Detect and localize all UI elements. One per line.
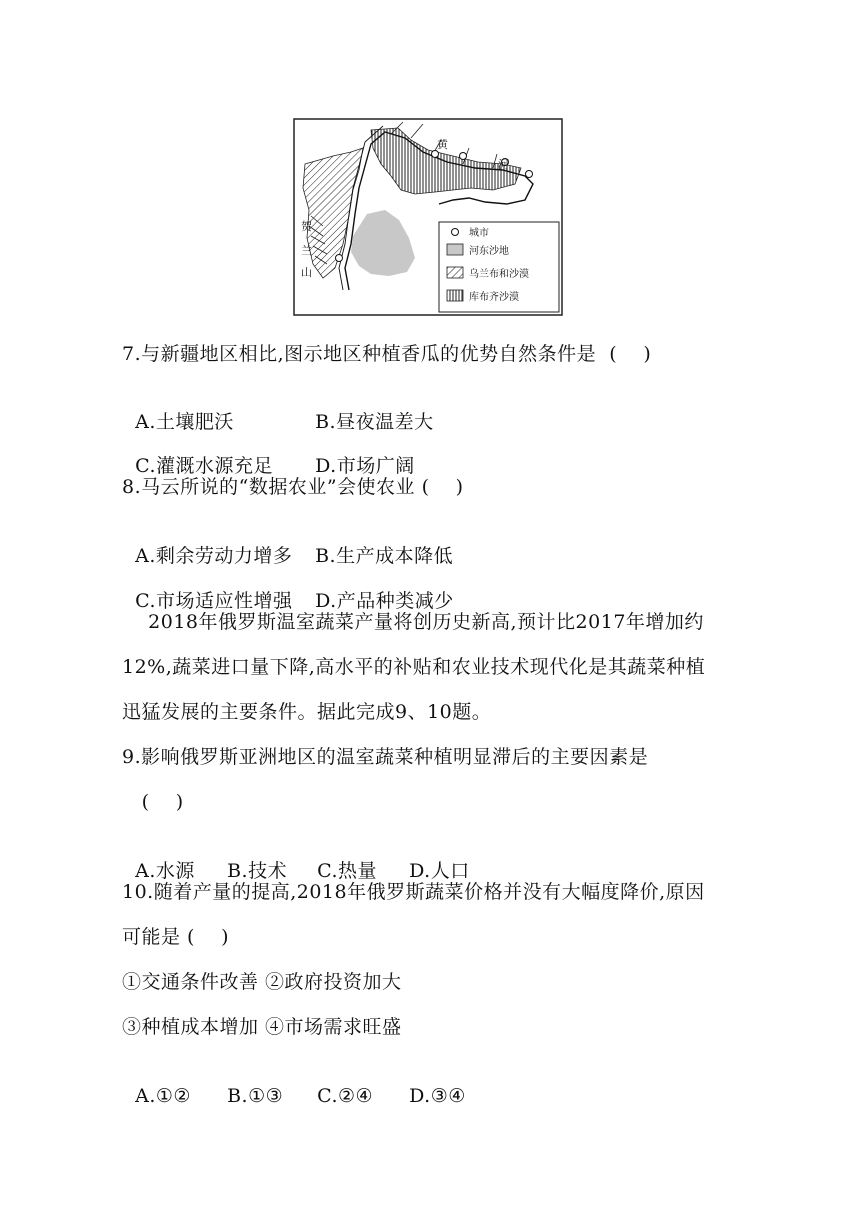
q7-stem: 7.与新疆地区相比,图示地区种植香瓜的优势自然条件是 ( ) <box>122 343 652 365</box>
q8-option-d: D.产品种类减少 <box>315 590 454 612</box>
q7-option-b: B.昼夜温差大 <box>315 411 434 433</box>
q10-stem-line-2: 可能是 ( ) <box>122 926 230 948</box>
label-huang: 黄 <box>437 138 448 151</box>
passage-line-1: 2018年俄罗斯温室蔬菜产量将创历史新高,预计比2017年增加约 <box>122 611 704 633</box>
q7-option-d: D.市场广阔 <box>315 455 415 477</box>
legend-wulanbuhe-symbol <box>447 267 463 278</box>
legend-city-symbol <box>452 229 459 236</box>
q9-option-a: A.水源 <box>135 860 195 882</box>
legend-wulanbuhe: 乌兰布和沙漠 <box>469 269 529 280</box>
passage-line-3: 迅猛发展的主要条件。据此完成9、10题。 <box>122 701 492 723</box>
q7-options-row2 <box>122 430 415 478</box>
region-map <box>293 118 563 316</box>
legend-hedong-symbol <box>447 244 463 255</box>
legend-city: 城市 <box>469 228 489 239</box>
label-helan-3: 山 <box>301 266 312 279</box>
label-helan-1: 贺 <box>301 220 312 233</box>
q10-items-line-2: ③种植成本增加 ④市场需求旺盛 <box>122 1016 402 1038</box>
label-helan-2: 兰 <box>301 244 312 257</box>
city-marker <box>526 171 533 178</box>
q8-option-c: C.市场适应性增强 <box>135 590 293 612</box>
passage-line-2: 12%,蔬菜进口量下降,高水平的补贴和农业技术现代化是其蔬菜种植 <box>122 656 706 678</box>
city-marker <box>460 153 467 160</box>
map-legend <box>439 222 559 312</box>
q9-stem-line-1: 9.影响俄罗斯亚洲地区的温室蔬菜种植明显滞后的主要因素是 <box>122 746 649 768</box>
q8-options-row2 <box>122 565 454 613</box>
q9-option-b: B.技术 <box>227 860 288 882</box>
q10-option-c: C.②④ <box>317 1085 374 1107</box>
city-marker <box>336 255 343 262</box>
q10-option-a: A.①② <box>135 1085 191 1107</box>
legend-kubuqi: 库布齐沙漠 <box>469 292 519 303</box>
q8-option-b: B.生产成本降低 <box>315 545 454 567</box>
q8-options-row1 <box>122 520 453 568</box>
q10-stem-line-1: 10.随着产量的提高,2018年俄罗斯蔬菜价格并没有大幅度降价,原因 <box>122 881 705 903</box>
label-he: 河 <box>498 158 509 171</box>
map-figure <box>293 118 563 316</box>
city-marker <box>432 151 439 158</box>
q9-option-d: D.人口 <box>409 860 470 882</box>
q8-stem: 8.马云所说的“数据农业”会使农业 ( ) <box>122 476 464 498</box>
q10-option-b: B.①③ <box>227 1085 284 1107</box>
q7-option-a: A.土壤肥沃 <box>135 411 234 433</box>
legend-kubuqi-symbol <box>447 290 463 301</box>
q7-options-row1 <box>122 386 434 434</box>
q10-items-line-1: ①交通条件改善 ②政府投资加大 <box>122 971 402 993</box>
legend-hedong: 河东沙地 <box>469 246 509 257</box>
q9-option-c: C.热量 <box>317 860 377 882</box>
q10-options <box>122 1060 466 1108</box>
q10-option-d: D.③④ <box>409 1085 466 1107</box>
q9-options <box>122 835 470 883</box>
q9-stem-line-2: ( ) <box>122 791 184 813</box>
q8-option-a: A.剩余劳动力增多 <box>135 545 293 567</box>
q7-option-c: C.灌溉水源充足 <box>135 455 273 477</box>
